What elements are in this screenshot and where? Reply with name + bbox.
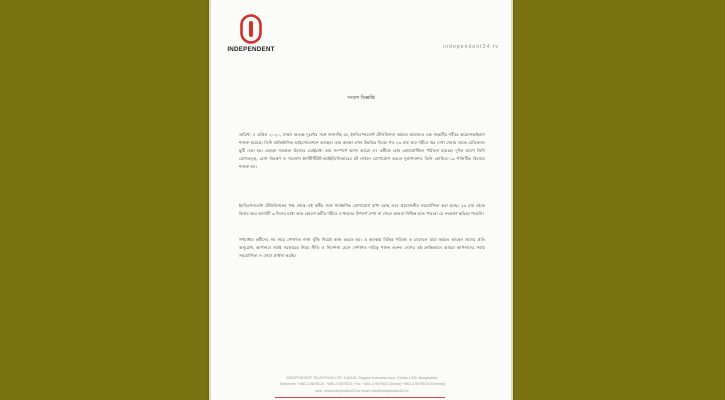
letterhead-footer	[239, 375, 485, 394]
footer-rule	[275, 397, 445, 398]
press-release-page	[209, 0, 513, 400]
website-url: independent24.tv	[443, 44, 499, 50]
footer-phone: Telephone: +880-2-9878020, +880-2-9878022, Fax: +880-2-9878021 (News) +880-2-9878023 (General)	[278, 382, 446, 387]
paragraph-2: ইনডিপেনডেন্ট টেলিভিশনের পক্ষ থেকে ওই কর্মীর সঙ্গে সার্বক্ষণিক যোগাযোগ রাখা হচ্ছে এবং প্রয়োজনীয় সহযোগিতা করা হচ্ছে। ২৬ মার্চ থেকে হিসাব করে আগামী ৩ দিনের মধ্যে আর কোনো কর্মীর শরীরে এ ধরনের উপসর্গ দেখা না গেলে আমরা নিশ্চিন্ত হতে পারবো যে সংক্রমণ ছড়িয়ে পড়েনি।	[239, 203, 485, 216]
footer-address: INDEPENDENT TELEVISION LTD. 146/1​50, Tejgaon Industrial Area, Dhaka-1208, Bangladesh	[286, 375, 438, 380]
independent-logo	[221, 14, 281, 53]
footer-web: web: www.independent24.tv email: info@independent24.tv	[315, 388, 409, 393]
logo-wordmark: INDEPENDENT	[227, 46, 275, 53]
page-edge-left	[209, 0, 211, 400]
independent-logo-mark-icon	[240, 14, 262, 44]
paragraph-3: গণমাধ্যম কর্মীদের সব সময় পেশাগত নানা ঝুঁকি নিয়েই কাজ করতে হয়। এ অবস্থায় বিভিন্ন পত্রিকা ও চ্যানেলে যারা কর্মরত আছেন তাদের প্রতি অনুরোধ, আপনারা সবাই সরকারের নিয়ম নীতি ও নির্দেশনা মেনে পেশাগত দায়িত্ব পালন করুন। দেশের এই ক্রান্তিকালে আমরা আপনাদের সবার সহযোগিতা ও দোয়া প্রার্থনা করছি।	[239, 237, 485, 258]
paragraph-1: তারিখ: ৪ এপ্রিল ২০২০, ঢাকা। অত্যন্ত দুঃখের সঙ্গে জানাচ্ছি যে, ইনডিপেনডেন্ট টেলিভিশনে কর্মরত আমাদের এক সহকর্মীর শরীরে করোনাভাইরাস শনাক্ত হয়েছে। তিনি প্রাতিষ্ঠানিক আইসোলেশনে আছেন। তার অবস্থা এখন উন্নতির দিকে। গত ২৬ মার্চ তার শরীরে জ্বর দেখা দেয়ায় তাকে মেডিক্যাল ছুটি দেয়া হয়। এছাড়া সতর্কতা হিসেবে এরইমধ্যে তার সংস্পর্শে আসা আরো ৪৭ কর্মীকে হোম কোয়ারান্টিনে পাঠানো হয়েছে। দুদিন আগে তিনি রোগতত্ত্ব, রোগ নিয়ন্ত্রণ ও গবেষণা ইনস্টিটিউট-আইইডিসিআরের হট লাইনে যোগাযোগ করলে দুর্ভাগ্যবশত তিনি কোভিড-১৯ পজিটিভ হিসেবে শনাক্ত হন।	[239, 132, 485, 169]
page-edge-right	[511, 0, 513, 400]
document-title: সংবাদ বিজ্ঞপ্তি	[347, 96, 375, 101]
